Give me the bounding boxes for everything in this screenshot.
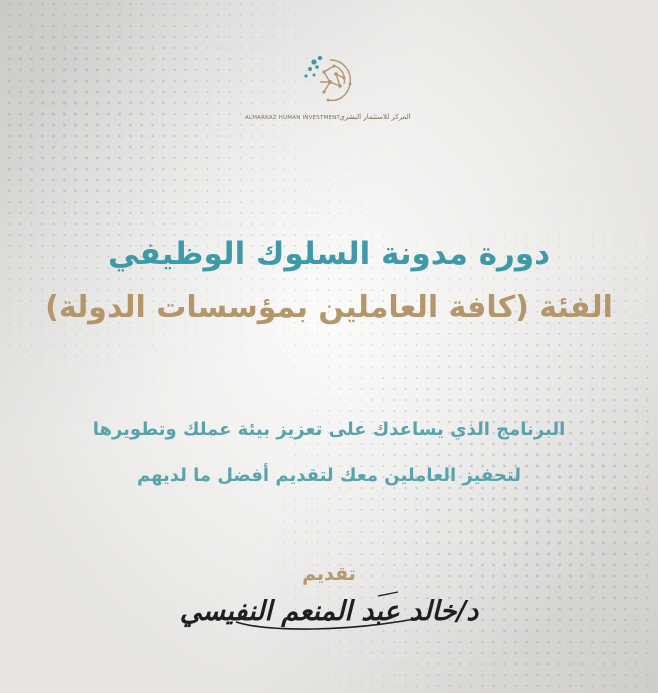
logo-mark-icon [300,52,360,112]
description-line-2: لتحفيز العاملين معك لتقديم أفضل ما لديهم [136,465,522,486]
logo [245,52,415,134]
presenter-signature: د/خالد عبد المنعم النفيسي [179,596,479,627]
logo-english-text: ALMARKAZ HUMAN INVESTMENT [245,115,340,121]
description-line-1: البرنامج الذي يساعدك على تعزيز بيئة عملك وتطويرها [92,419,566,440]
course-category: الفئة (كافة العاملين بمؤسسات الدولة) [45,290,613,325]
course-title: دورة مدونة السلوك الوظيفي [107,236,551,272]
presented-by-label: تقديم [302,563,356,585]
logo-arabic-text: المركز للاستثمار البشري [339,113,411,121]
